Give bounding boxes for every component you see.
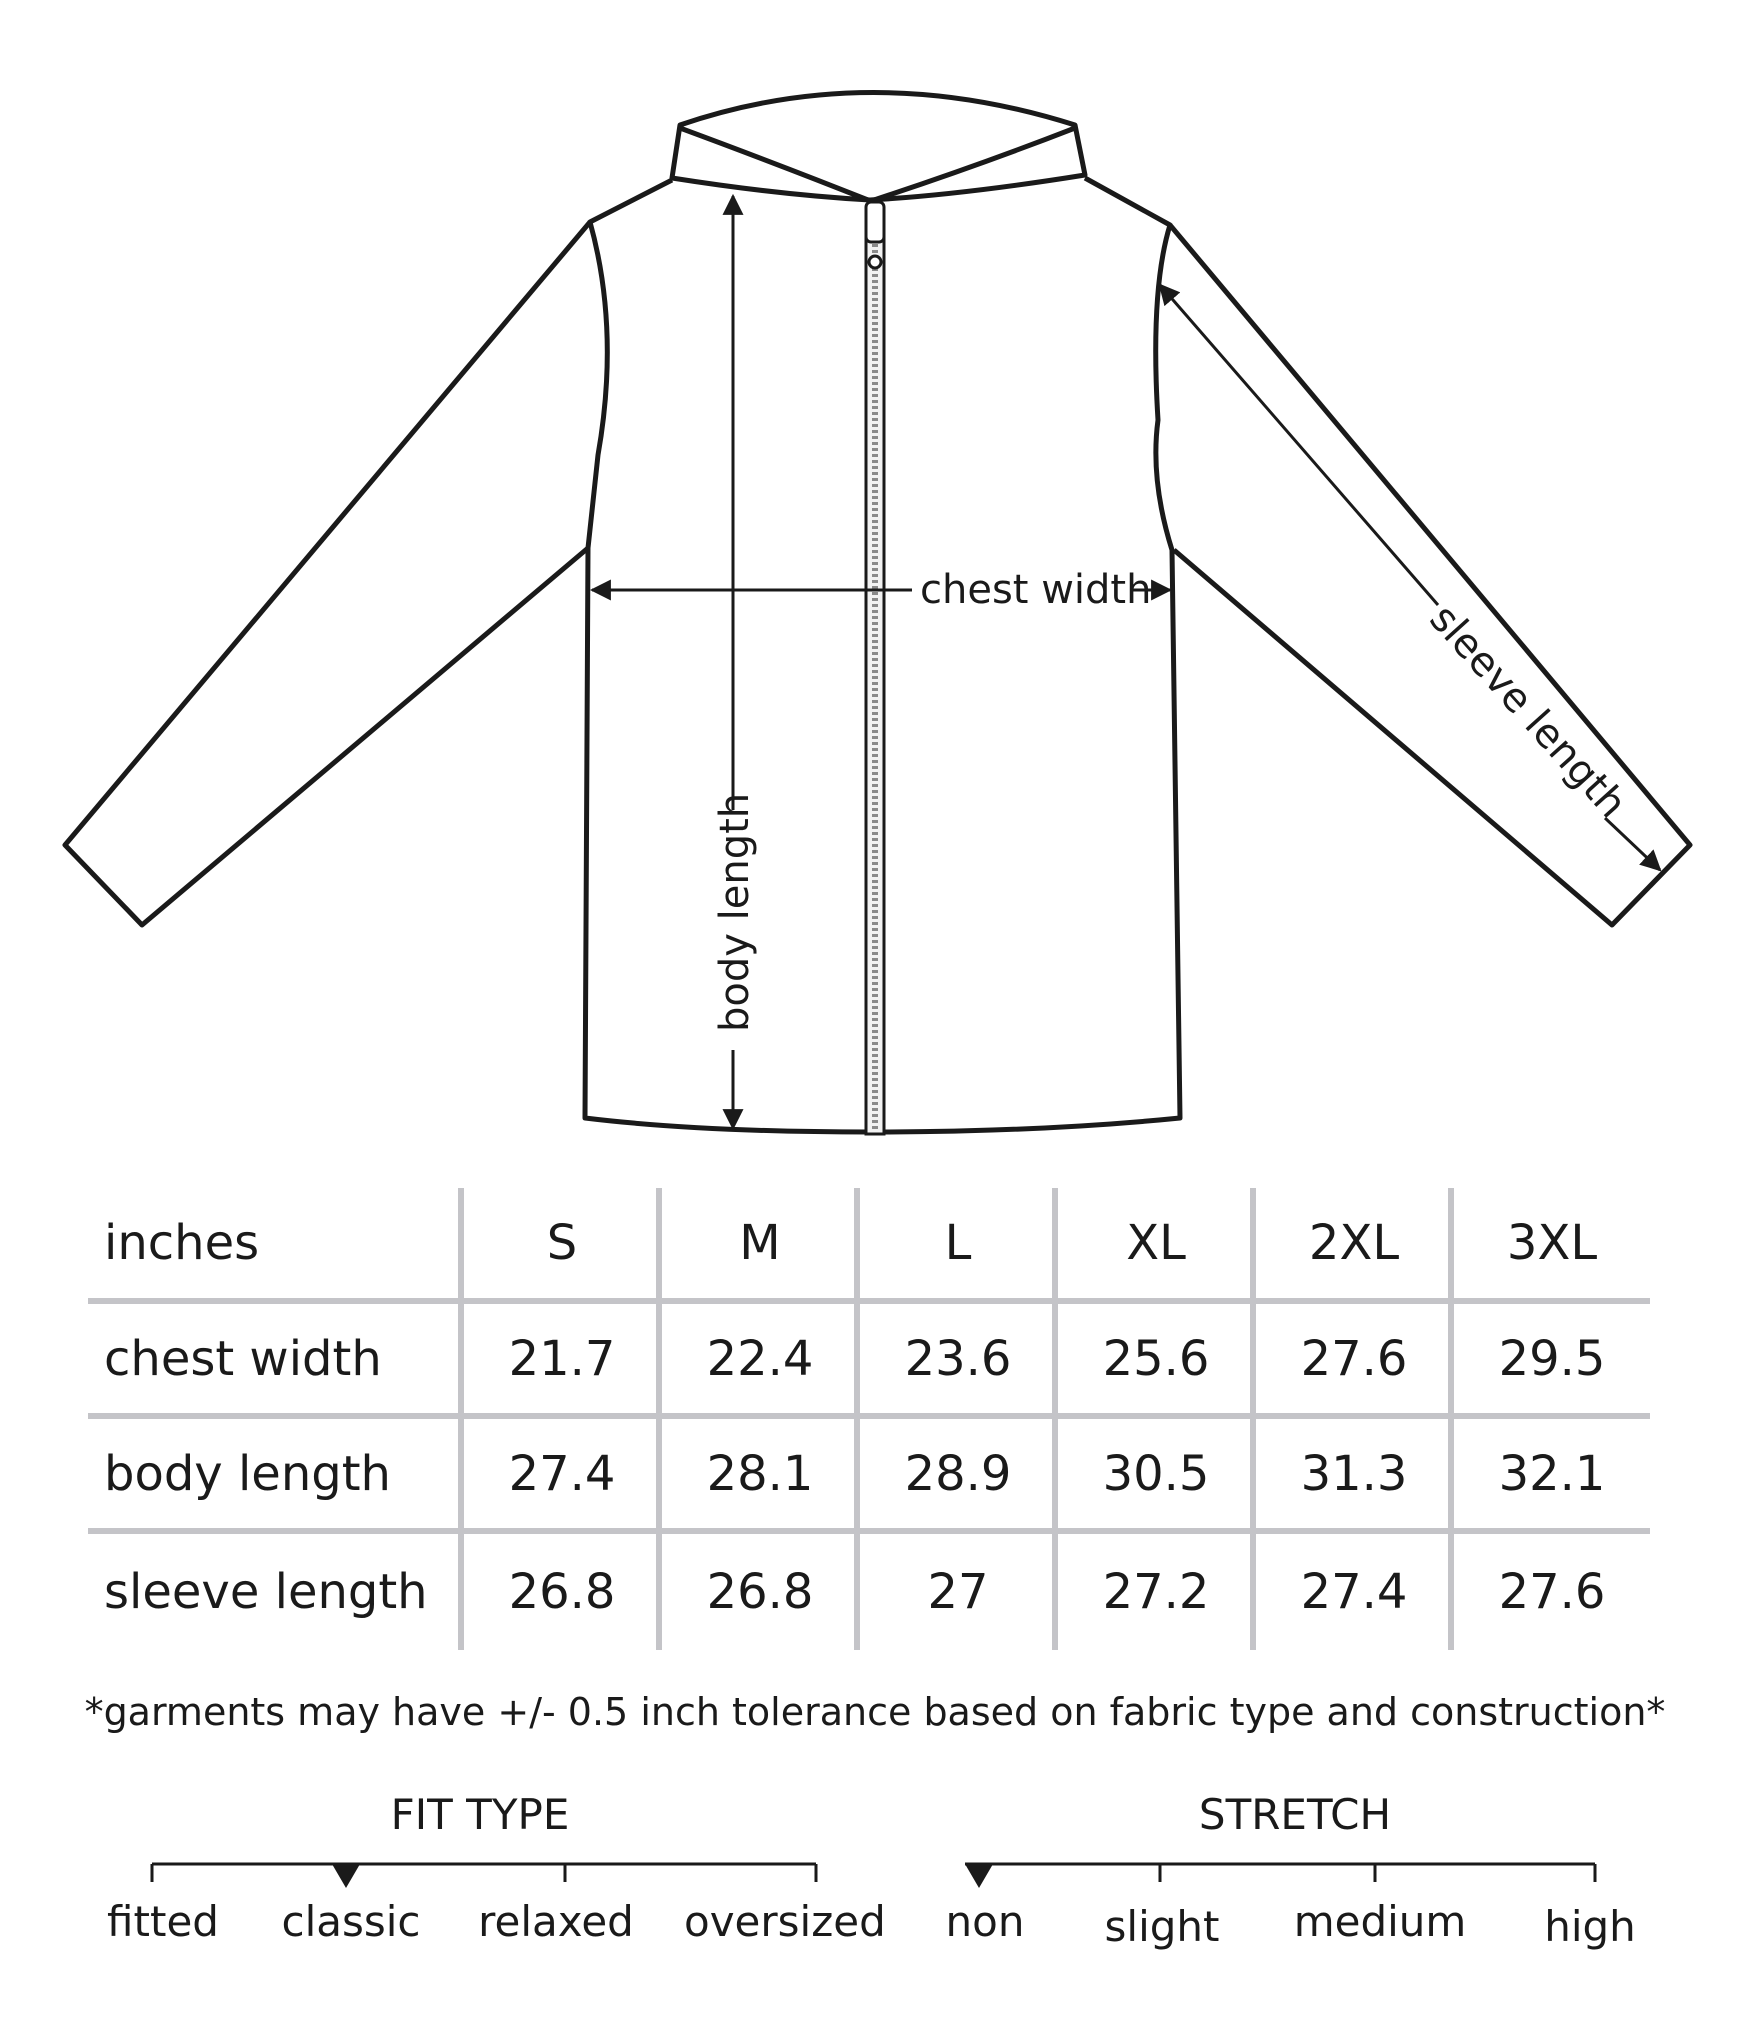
table-cell: 27.2 (1102, 1564, 1210, 1620)
table-row (88, 1534, 1650, 1650)
fit-option: relaxed (478, 1897, 634, 1946)
table-row (88, 1304, 1650, 1413)
table-cell: 28.1 (706, 1445, 814, 1502)
stretch-option: high (1544, 1902, 1636, 1951)
body-length-measure (712, 196, 758, 1128)
table-cell: 27 (927, 1564, 989, 1620)
table-cell: 26.8 (706, 1564, 814, 1620)
row-label: chest width (104, 1330, 382, 1387)
table-cell: 30.5 (1102, 1445, 1210, 1502)
stretch-option: medium (1293, 1897, 1467, 1946)
table-cell: 27.6 (1498, 1564, 1606, 1620)
right-sleeve (1170, 225, 1690, 925)
tolerance-note: *garments may have +/- 0.5 inch tolerance based on fabric type and construction* (84, 1690, 1666, 1734)
table-cell: 22.4 (706, 1330, 814, 1387)
row-label: sleeve length (104, 1564, 428, 1620)
table-header-row (88, 1188, 1650, 1298)
fit-option: oversized (684, 1897, 886, 1946)
zipper (866, 202, 884, 1134)
row-label: body length (104, 1445, 391, 1502)
zipper-pull-icon (866, 202, 884, 242)
table-cell: 27.4 (1300, 1564, 1408, 1620)
chest-width-label: chest width (920, 567, 1152, 613)
stretch-scale (0, 1840, 1750, 1890)
stretch-marker-icon (965, 1864, 993, 1888)
size-header: 3XL (1506, 1215, 1598, 1271)
sleeve-length-measure (1160, 285, 1660, 870)
stretch-option: non (945, 1897, 1025, 1946)
unit-label: inches (104, 1215, 260, 1271)
table-cell: 27.4 (508, 1445, 616, 1502)
stretch-title: STRETCH (1198, 1790, 1392, 1839)
table-cell: 23.6 (904, 1330, 1012, 1387)
table-cell: 29.5 (1498, 1330, 1606, 1387)
table-cell: 32.1 (1498, 1445, 1606, 1502)
table-cell: 21.7 (508, 1330, 616, 1387)
stretch-option: slight (1104, 1902, 1220, 1951)
table-cell: 25.6 (1102, 1330, 1210, 1387)
table-cell: 27.6 (1300, 1330, 1408, 1387)
body-length-label: body length (712, 792, 758, 1032)
size-header: L (944, 1215, 972, 1271)
table-cell: 26.8 (508, 1564, 616, 1620)
fit-type-title: FIT TYPE (390, 1790, 570, 1839)
fit-option: classic (281, 1897, 421, 1946)
table-cell: 31.3 (1300, 1445, 1408, 1502)
size-header: S (546, 1215, 578, 1271)
size-table (88, 1188, 1650, 1650)
left-sleeve (65, 222, 590, 925)
size-header: M (739, 1215, 781, 1271)
table-cell: 28.9 (904, 1445, 1012, 1502)
sleeve-length-label: sleeve length (1420, 595, 1636, 828)
size-header: 2XL (1308, 1215, 1400, 1271)
fit-option: fitted (107, 1897, 219, 1946)
size-header: XL (1126, 1215, 1186, 1271)
table-row (88, 1419, 1650, 1528)
